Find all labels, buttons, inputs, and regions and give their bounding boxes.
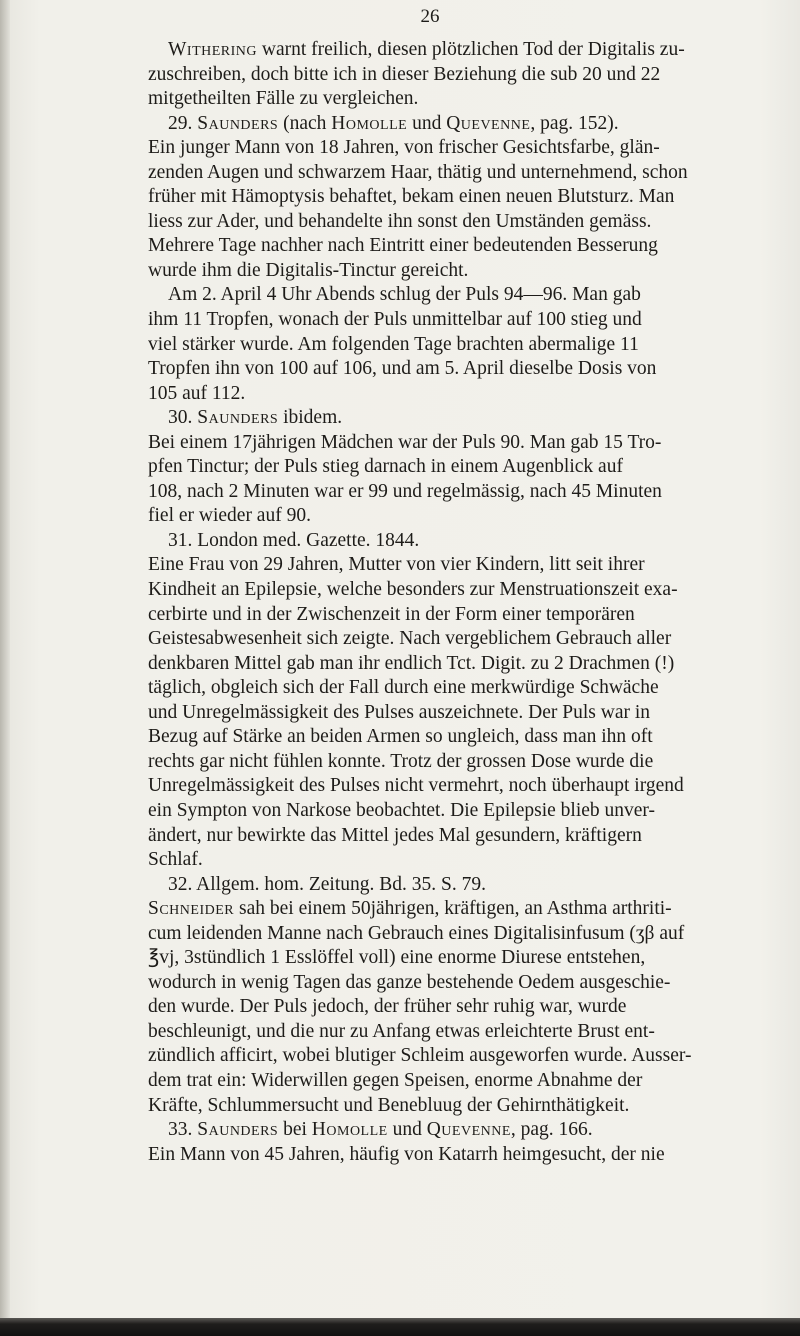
text-line [148,234,786,259]
text-run: ibidem. [278,407,343,429]
text-line [148,333,786,358]
author-name: Saunders [197,1119,279,1141]
text-line [148,824,786,849]
text-run: Bei einem 17jährigen Mädchen war der Puls 90. Man gab 15 Tro- [148,431,662,453]
text-run: , pag. 152). [530,112,619,134]
text-line [148,848,786,873]
body-text [148,38,786,1167]
text-line [148,971,786,996]
text-run: und [387,1119,427,1141]
text-line [148,161,786,186]
text-run: 32. Allgem. hom. Zeitung. Bd. 35. S. 79. [168,873,486,895]
author-name: Homolle [311,1119,388,1141]
text-line [148,799,786,824]
text-run: 108, nach 2 Minuten war er 99 und regelmässig, nach 45 Minuten [148,480,662,502]
case-heading-line [148,529,786,554]
text-run: 31. London med. Gazette. 1844. [168,529,420,551]
author-name: Quevenne [446,112,531,134]
text-run: ℥vj, 3stündlich 1 Esslöffel voll) eine enorme Diurese entstehen, [148,947,646,969]
case-heading-line [148,1118,786,1143]
text-run: 29. [168,112,198,134]
text-line [148,995,786,1020]
text-line [148,504,786,529]
text-run: warnt freilich, diesen plötzlichen Tod der Digitalis zu- [257,39,685,60]
text-line [148,185,786,210]
author-name: Withering [168,39,258,60]
text-run: sah bei einem 50jährigen, kräftigen, an Asthma arthriti- [234,898,672,920]
text-run: wodurch in wenig Tagen das ganze bestehende Oedem ausgeschie- [148,971,671,993]
text-run: Mehrere Tage nachher nach Eintritt einer bedeutenden Besserung [148,235,658,257]
text-run: früher mit Hämoptysis behaftet, bekam einen neuen Blutsturz. Man [148,186,675,208]
text-run: Ein Mann von 45 Jahren, häufig von Katarrh heimgesucht, der nie [148,1143,665,1165]
text-run: Geistesabwesenheit sich zeigte. Nach vergeblichem Gebrauch aller [148,628,672,650]
text-run: zündlich afficirt, wobei blutiger Schleim ausgeworfen wurde. Ausser- [148,1045,692,1067]
text-line [148,774,786,799]
page-gutter-shadow [0,0,10,1336]
text-run: und [407,112,447,134]
text-run: 105 auf 112. [148,382,246,404]
text-run: zenden Augen und schwarzem Haar, thätig und unternehmend, schon [148,161,688,183]
text-run: pfen Tinctur; der Puls stieg darnach in einem Augenblick auf [148,456,623,478]
text-run: viel stärker wurde. Am folgenden Tage brachten abermalige 11 [148,333,639,355]
text-line [148,603,786,628]
text-run: und Unregelmässigkeit des Pulses auszeichnete. Der Puls war in [148,701,651,723]
text-run: bei [278,1119,312,1141]
text-run: Tropfen ihn von 100 auf 106, und am 5. April dieselbe Dosis von [148,358,657,380]
text-run: fiel er wieder auf 90. [148,505,311,527]
case-heading-line [148,873,786,898]
text-line [148,701,786,726]
text-run: cum leidenden Manne nach Gebrauch eines Digitalisinfusum (ʒβ auf [148,922,685,944]
text-line [148,1069,786,1094]
text-run: den wurde. Der Puls jedoch, der früher sehr ruhig war, wurde [148,996,627,1018]
text-run: täglich, obgleich sich der Fall durch eine merkwürdige Schwäche [148,677,659,699]
text-line [148,431,786,456]
text-run: Schlaf. [148,849,203,871]
text-run: wurde ihm die Digitalis-Tinctur gereicht. [148,259,469,281]
text-line [148,210,786,235]
case-heading-line [148,406,786,431]
text-run: denkbaren Mittel gab man ihr endlich Tct. Digit. zu 2 Drachmen (!) [148,652,675,674]
author-name: Homolle [331,112,408,134]
text-line [148,750,786,775]
text-line [148,922,786,947]
scan-bottom-edge [0,1318,800,1336]
page-number: 26 [420,6,440,27]
text-line [148,87,786,112]
text-run: Bezug auf Stärke an beiden Armen so ungleich, dass man ihn oft [148,726,653,748]
text-run: Unregelmässigkeit des Pulses nicht vermehrt, noch überhaupt irgend [148,775,684,797]
text-run: ihm 11 Tropfen, wonach der Puls unmittelbar auf 100 stieg und [148,309,642,331]
text-run: zuschreiben, doch bitte ich in dieser Beziehung die sub 20 und 22 [148,63,661,85]
text-line [148,136,786,161]
text-run: ein Sympton von Narkose beobachtet. Die Epilepsie blieb unver- [148,799,656,821]
text-line [148,676,786,701]
case-heading-line [148,112,786,137]
text-run: mitgetheilten Fälle zu vergleichen. [148,88,419,110]
text-line [148,1094,786,1119]
text-run: cerbirte und in der Zwischenzeit in der Form einer temporären [148,603,635,625]
text-run: ändert, nur bewirkte das Mittel jedes Mal gesundern, kräftigern [148,824,642,846]
text-run: Kräfte, Schlummersucht und Benebluug der Gehirnthätigkeit. [148,1094,630,1116]
text-line [148,897,786,922]
text-run: (nach [278,112,332,134]
text-line [148,725,786,750]
text-line [148,357,786,382]
text-run: , pag. 166. [510,1119,593,1141]
text-line [148,578,786,603]
text-run: Am 2. April 4 Uhr Abends schlug der Puls 94—96. Man gab [168,284,641,306]
text-line [148,1044,786,1069]
text-line [148,259,786,284]
text-line [148,946,786,971]
author-name: Schneider [148,898,235,920]
text-line [148,382,786,407]
text-run: 33. [168,1119,198,1141]
text-line [148,308,786,333]
text-line [148,480,786,505]
text-line [148,1020,786,1045]
text-line [148,652,786,677]
text-line [148,627,786,652]
text-run: rechts gar nicht fühlen konnte. Trotz der grossen Dose wurde die [148,750,654,772]
text-line [148,38,786,63]
text-line [148,455,786,480]
text-line [148,1143,786,1168]
text-line [148,283,786,308]
author-name: Saunders [197,407,279,429]
text-line [148,553,786,578]
text-run: Ein junger Mann von 18 Jahren, von frischer Gesichtsfarbe, glän- [148,137,660,159]
text-run: liess zur Ader, und behandelte ihn sonst den Umständen gemäss. [148,210,652,232]
text-run: dem trat ein: Widerwillen gegen Speisen, enorme Abnahme der [148,1069,643,1091]
author-name: Quevenne [426,1119,511,1141]
text-line [148,63,786,88]
author-name: Saunders [197,112,279,134]
text-run: beschleunigt, und die nur zu Anfang etwas erleichterte Brust ent- [148,1020,655,1042]
text-run: Eine Frau von 29 Jahren, Mutter von vier Kindern, litt seit ihrer [148,554,645,576]
text-run: 30. [168,407,198,429]
text-run: Kindheit an Epilepsie, welche besonders zur Menstruationszeit exa- [148,579,678,601]
